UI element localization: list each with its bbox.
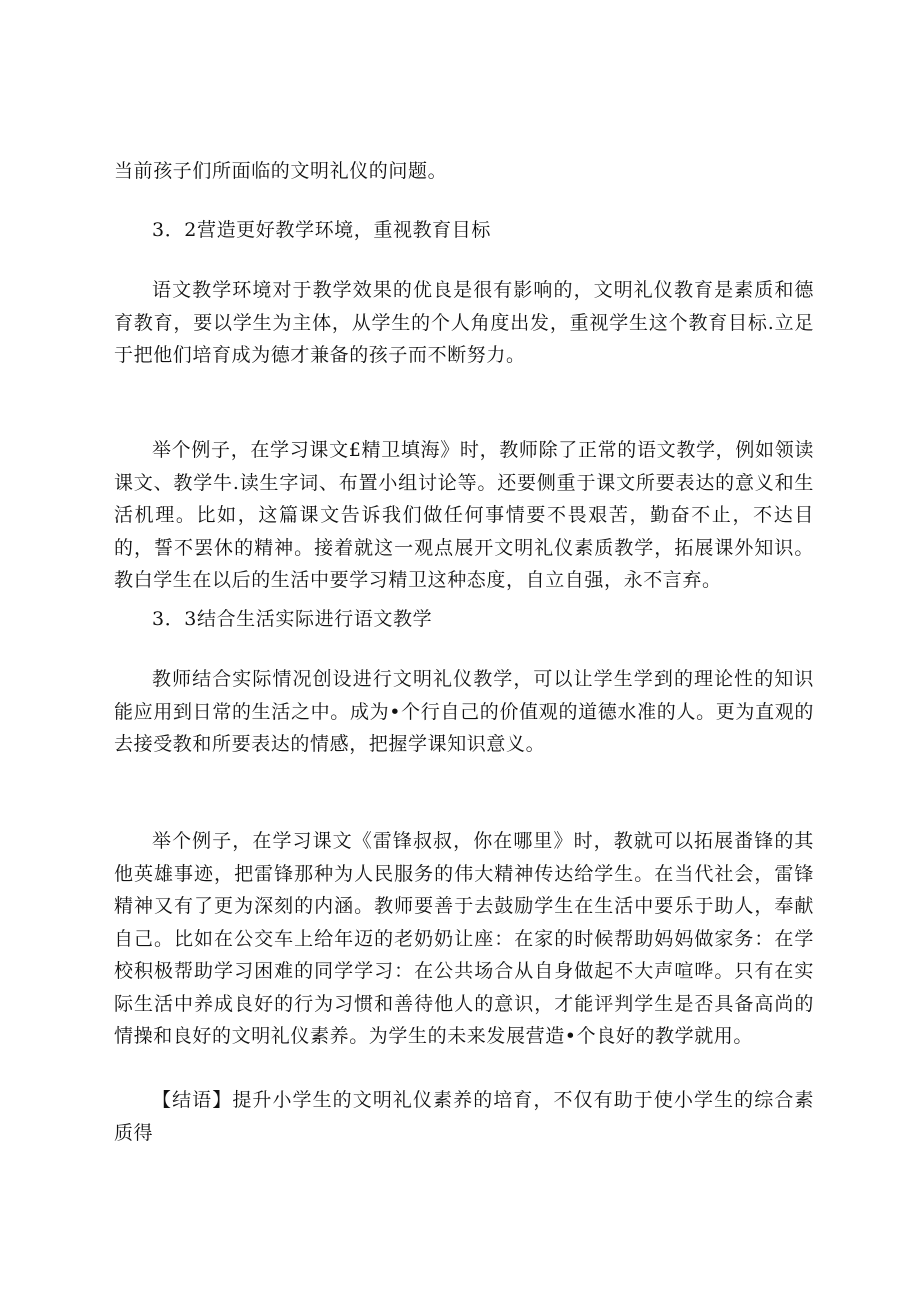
conclusion-text: 提升小学生的文明礼仪素养的培育，不仅有助于使小学生的综合素质得: [114, 1089, 815, 1144]
paragraph-jingwei-example: 举个例子，在学习课文£精卫填海》时，教师除了正常的语文教学，例如领读课文、教学牛.读生字词、布置小组讨论等。还要侧重于课文所要表达的意义和生活机理。比如，这篇课文告诉我们做任何事情要不畏艰苦，勤奋不止，不达目的，誓不罢休的精神。接着就这一观点展开文明礼仪素质教学，拓展课外知识。教白学生在以后的生活中要学习精卫这种态度，自立自强，永不言弃。: [114, 439, 814, 591]
section-heading-3-2: 3．2营造更好教学环境，重视教育目标: [152, 219, 491, 241]
paragraph-practice-teaching: 教师结合实际情况创设进行文明礼仪教学，可以让学生学到的理论性的知识能应用到日常的生活之中。成为•个行自己的价值观的道德水准的人。更为直观的去接受教和所要表达的情感，把握学课知识意义。: [114, 668, 814, 755]
paragraph-leifeng-example: 举个例子，在学习课文《雷锋叔叔，你在哪里》时，教就可以拓展畨锋的其他英雄事迹，把雷锋那种为人民服务的伟大精神传达给学生。在当代社会，雷锋精神又有了更为深刻的内涵。教师要善于去鼓励学生在生活中要乐于助人，奉献自己。比如在公交车上给年迈的老奶奶让座：在家的时候帮助妈妈做家务：在学校积极帮助学习困难的同学学习：在公共场合从自身做起不大声喧哗。只有在实际生活中养成良好的行为习惯和善待他人的意识，才能评判学生是否具备高尚的情操和良好的文明礼仪素养。为学生的未来发展营造•个良好的教学就用。: [114, 830, 814, 1047]
paragraph-conclusion: [114, 1084, 814, 1149]
conclusion-label: 【结语】: [152, 1089, 233, 1111]
paragraph-teaching-environment: 语文教学环境对于教学效果的优良是很有影响的，文明礼仪教育是素质和德育教育，要以学生为主体，从学生的个人角度出发，重视学生这个教育目标.立足于把他们培育成为德才兼备的孩子而不断努力。: [114, 279, 814, 366]
section-heading-3-3: 3．3结合生活实际进行语文教学: [152, 608, 433, 630]
paragraph-continuation: 当前孩子们所面临的文明礼仪的问题。: [114, 160, 448, 182]
